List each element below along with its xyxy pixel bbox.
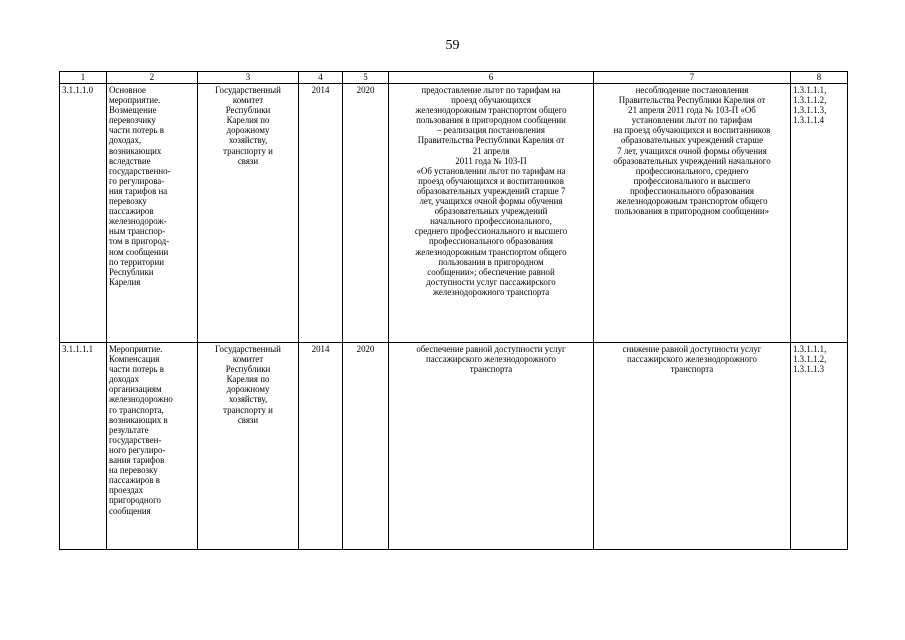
cell-text-line: 1.3.1.1.3,	[793, 105, 827, 116]
cell-text-line: Государственный	[215, 85, 281, 95]
cell-text-line: дорожному	[226, 384, 270, 395]
cell-text-line: транспорту и	[223, 404, 273, 415]
cell-text-line: ном сообщении	[109, 246, 169, 257]
cell-text-line: установлении льгот по тарифам	[631, 115, 753, 126]
cell-text-line: связи	[237, 414, 259, 425]
measure-executor	[198, 343, 299, 550]
cell-text-line: проезд обучающихся	[451, 95, 531, 106]
table-header-row	[60, 72, 848, 84]
cell-text-line: части потерь в	[109, 364, 164, 375]
cell-text-line: 1.3.1.1.4	[793, 115, 825, 126]
expected-result	[389, 84, 594, 343]
cell-text-line: го транспорта,	[109, 404, 164, 415]
cell-text-line: возникающих в	[109, 414, 168, 425]
cell-text-line: го регулирова-	[109, 175, 165, 186]
non-implementation-consequence	[594, 84, 791, 343]
cell-text-line: транспорта	[469, 364, 513, 375]
measure-executor	[198, 84, 299, 343]
cell-text-line: ния тарифов на	[109, 185, 168, 196]
cell-text-line: Компенсация	[109, 354, 160, 365]
cell-text-line: пассажиров в	[109, 475, 160, 486]
cell-text-line: 21 апреля	[472, 145, 510, 156]
cell-text-line: перевозчику	[109, 115, 156, 126]
cell-text-line: 1.3.1.1.1,	[793, 344, 827, 354]
cell-text-line: профессионального и высшего	[633, 175, 751, 186]
measure-code: 3.1.1.1.1	[60, 343, 107, 550]
cell-text-line: железнодорожным транспортом общего	[616, 196, 768, 207]
cell-text-line: вследствие	[109, 155, 151, 166]
cell-text-line: образовательных учреждений старше	[620, 135, 764, 146]
expected-result	[389, 343, 594, 550]
cell-text-line: Карелия	[109, 276, 141, 287]
cell-text-line: на проезд обучающихся и воспитанников	[613, 125, 771, 136]
cell-text-line: предоставление льгот по тарифам на	[421, 85, 561, 95]
related-indicators	[791, 84, 848, 343]
cell-text-line: Основное	[109, 85, 146, 95]
year-end: 2020	[343, 343, 389, 550]
cell-text-line: результате	[109, 424, 149, 435]
cell-text-line: Возмещение	[109, 105, 157, 116]
cell-text-line: профессионального образования	[429, 236, 553, 247]
cell-text-line: проездах	[109, 485, 144, 496]
cell-text-line: доходах	[109, 374, 139, 385]
cell-text-line: Государственный	[215, 344, 281, 354]
year-start: 2014	[299, 84, 343, 343]
cell-text-line: железнодорож-	[109, 216, 167, 227]
cell-text-line: 1.3.1.1.2,	[793, 354, 827, 365]
cell-text-line: образовательных учреждений	[434, 206, 548, 217]
cell-text-line: транспорту и	[223, 145, 273, 156]
cell-text-line: профессионального, среднего	[635, 165, 749, 176]
cell-text-line: вания тарифов	[109, 455, 165, 466]
cell-text-line: хозяйству,	[228, 135, 268, 146]
cell-text-line: связи	[237, 155, 259, 166]
page-number: 59	[445, 38, 460, 53]
column-header: 5	[343, 72, 389, 84]
cell-text-line: 7 лет, учащихся очной формы обучения	[617, 145, 767, 156]
cell-text-line: среднего профессионального и высшего	[414, 226, 568, 237]
cell-text-line: комитет	[232, 95, 264, 106]
cell-text-line: хозяйству,	[228, 394, 268, 405]
cell-text-line: проезд обучающихся и воспитанников	[418, 175, 564, 186]
cell-text-line: дорожному	[226, 125, 270, 136]
cell-text-line: комитет	[232, 354, 264, 365]
cell-text-line: – реализация постановления	[436, 125, 546, 136]
cell-text-line: Правительства Республики Карелия от	[417, 135, 565, 146]
cell-text-line: мероприятие.	[109, 95, 161, 106]
year-end: 2020	[343, 84, 389, 343]
column-header: 6	[389, 72, 594, 84]
cell-text-line: пассажирского железнодорожного	[426, 354, 556, 365]
cell-text-line: по территории	[109, 256, 164, 267]
cell-text-line: снижение равной доступности услуг	[622, 344, 762, 354]
cell-text-line: профессионального образования	[630, 185, 754, 196]
cell-text-line: начального профессионального,	[430, 216, 552, 227]
non-implementation-consequence	[594, 343, 791, 550]
cell-text-line: сообщения	[109, 505, 151, 516]
cell-text-line: организациям	[109, 384, 162, 395]
cell-text-line: пользования в пригородном сообщении	[416, 115, 566, 126]
cell-text-line: сообщении»; обеспечение равной	[427, 266, 555, 277]
cell-text-line: Карелия по	[226, 374, 270, 385]
cell-text-line: перевозку	[109, 196, 147, 207]
cell-text-line: 2011 года № 103-П	[455, 155, 527, 166]
cell-text-line: пользования в пригородном	[438, 256, 544, 267]
cell-text-line: ным транспор-	[109, 226, 166, 237]
cell-text-line: образовательных учреждений старше 7	[416, 185, 566, 196]
cell-text-line: железнодорожным транспортом общего	[415, 105, 567, 116]
cell-text-line: 1.3.1.1.3	[793, 364, 825, 375]
cell-text-line: железнодорожно	[109, 394, 173, 405]
measure-code: 3.1.1.1.0	[60, 84, 107, 343]
cell-text-line: 21 апреля 2011 года № 103-П «Об	[628, 105, 756, 116]
column-header: 4	[299, 72, 343, 84]
cell-text-line: пригородного	[109, 495, 161, 506]
cell-text-line: пассажирского железнодорожного	[627, 354, 757, 365]
column-header: 2	[107, 72, 198, 84]
cell-text-line: железнодорожного транспорта	[432, 286, 550, 297]
cell-text-line: ного регулиро-	[109, 444, 166, 455]
column-header: 7	[594, 72, 791, 84]
cell-text-line: Мероприятие.	[109, 344, 163, 354]
measures-table	[59, 71, 848, 550]
table-row	[60, 84, 848, 343]
cell-text-line: несоблюдение постановления	[635, 85, 749, 95]
cell-text-line: «Об установлении льгот по тарифам на	[416, 165, 566, 176]
year-start: 2014	[299, 343, 343, 550]
column-header: 8	[791, 72, 848, 84]
cell-text-line: на перевозку	[109, 465, 158, 476]
cell-text-line: пользования в пригородном сообщении»	[614, 206, 770, 217]
cell-text-line: том в пригород-	[109, 236, 170, 247]
cell-text-line: части потерь в	[109, 125, 164, 136]
cell-text-line: государственно-	[109, 165, 171, 176]
cell-text-line: лет, учащихся очной формы обучения	[419, 196, 563, 207]
table-row	[60, 343, 848, 550]
cell-text-line: возникающих	[109, 145, 162, 156]
cell-text-line: образовательных учреждений начального	[613, 155, 771, 166]
cell-text-line: Республики	[225, 105, 271, 116]
cell-text-line: железнодорожным транспортом общего	[415, 246, 567, 257]
cell-text-line: 1.3.1.1.2,	[793, 95, 827, 106]
cell-text-line: Правительства Республики Карелия от	[618, 95, 766, 106]
column-header: 1	[60, 72, 107, 84]
column-header: 3	[198, 72, 299, 84]
cell-text-line: Карелия по	[226, 115, 270, 126]
cell-text-line: Республики	[225, 364, 271, 375]
cell-text-line: доходах,	[109, 135, 142, 146]
cell-text-line: Республики	[109, 266, 154, 277]
related-indicators	[791, 343, 848, 550]
cell-text-line: транспорта	[670, 364, 714, 375]
measure-name	[107, 84, 198, 343]
cell-text-line: 1.3.1.1.1,	[793, 85, 827, 95]
cell-text-line: государствен-	[109, 434, 162, 445]
cell-text-line: пассажиров	[109, 206, 154, 217]
cell-text-line: обеспечение равной доступности услуг	[416, 344, 566, 354]
measure-name	[107, 343, 198, 550]
cell-text-line: доступности услуг пассажирского	[426, 276, 556, 287]
